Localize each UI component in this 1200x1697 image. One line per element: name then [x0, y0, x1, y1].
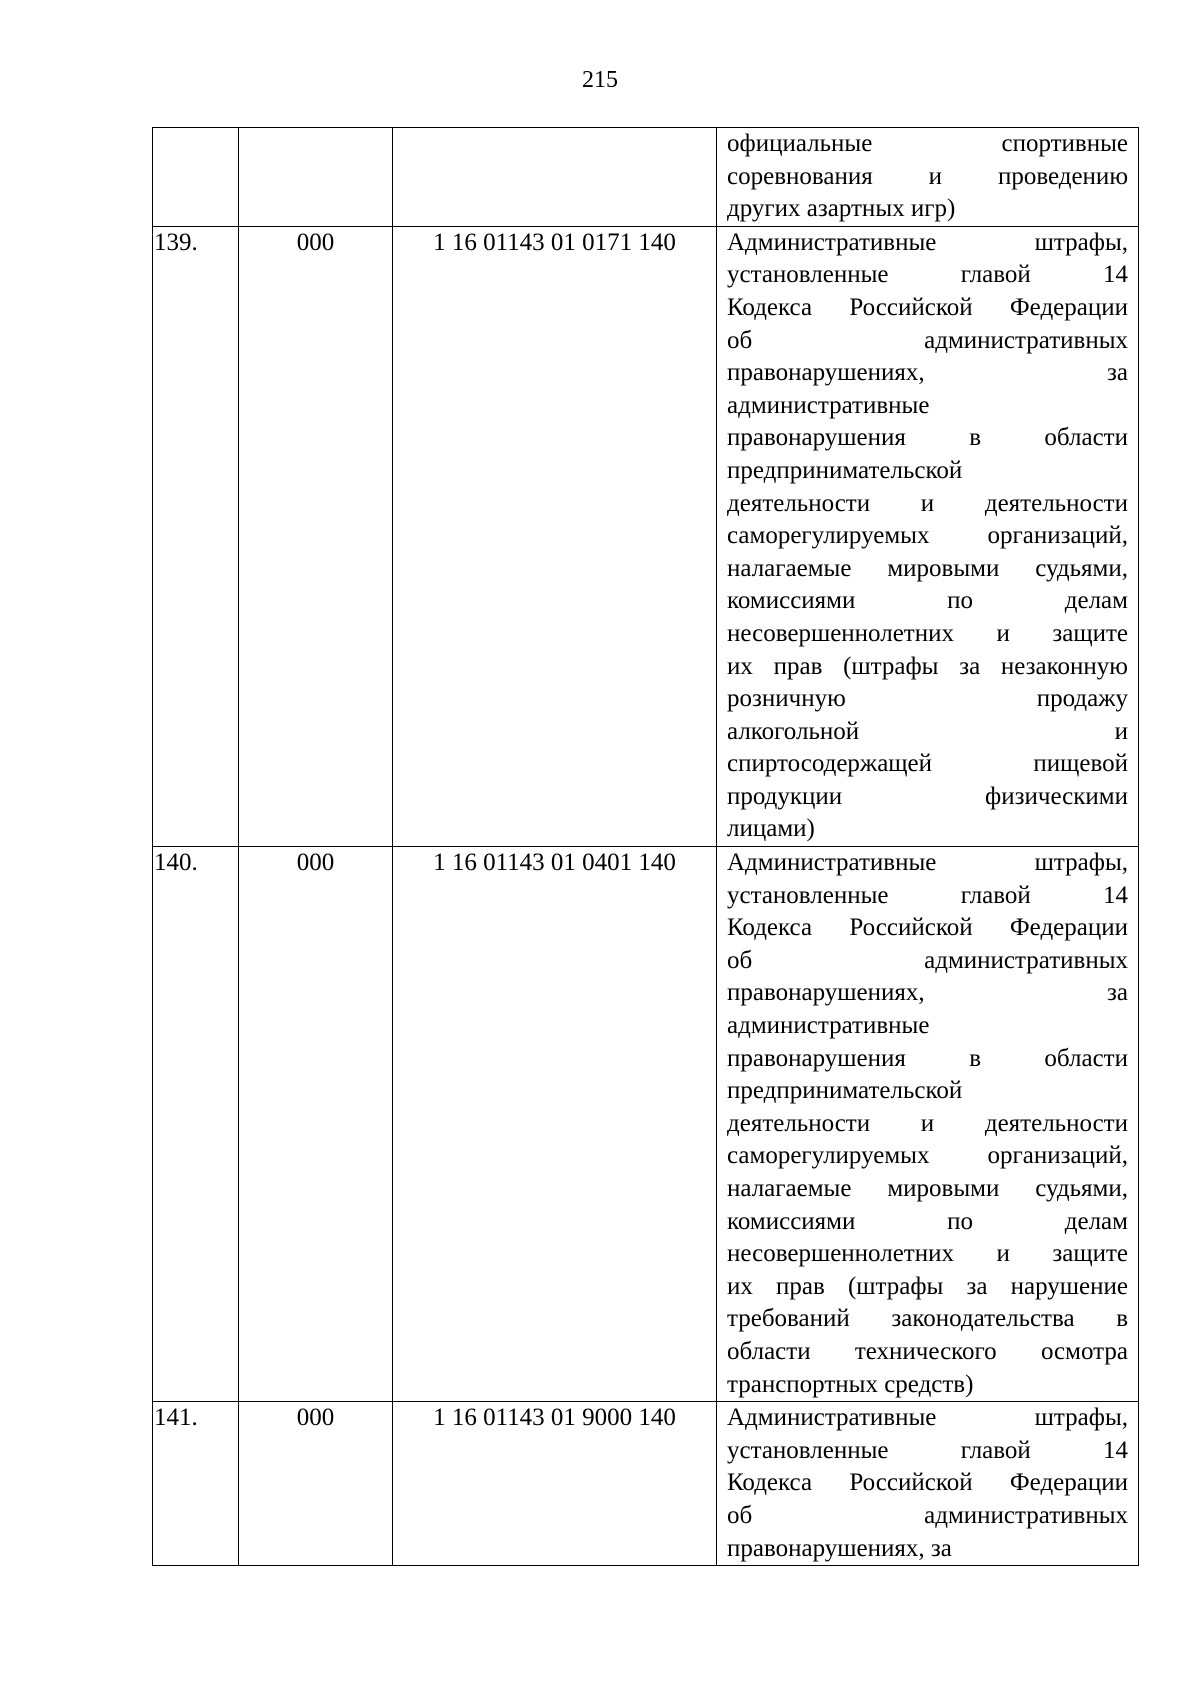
description-word: других азартных игр)	[727, 195, 956, 223]
description-word: продажу	[1036, 685, 1128, 713]
revenue-description-cell	[717, 1402, 1139, 1566]
description-line	[727, 128, 1128, 161]
description-line	[727, 618, 1128, 651]
budget-classification-code-cell	[393, 128, 717, 227]
row-number-cell	[153, 128, 239, 227]
description-line	[727, 1303, 1128, 1336]
row-number-cell: 140.	[153, 847, 239, 1402]
description-word: прав	[776, 1272, 825, 1300]
description-word: Федерации	[1009, 1469, 1128, 1497]
description-line	[727, 1336, 1128, 1369]
description-word: об	[727, 326, 753, 354]
description-word: об	[727, 946, 753, 974]
description-word: защите	[1052, 619, 1128, 647]
description-word: деятельности	[727, 1109, 871, 1137]
description-word: проведению	[997, 162, 1128, 190]
description-word: по	[947, 1207, 974, 1235]
description-word: за	[1107, 979, 1128, 1007]
description-word: административные	[727, 391, 930, 419]
revenue-description-cell	[717, 226, 1139, 846]
description-word: и	[928, 162, 943, 190]
table-row	[153, 128, 1139, 227]
table-row	[153, 847, 1139, 1402]
description-word: области	[727, 1337, 811, 1365]
description-word: их	[727, 652, 753, 680]
budget-code-table	[152, 127, 1139, 1566]
description-word: саморегулируемых	[727, 522, 930, 550]
description-word: и	[920, 489, 935, 517]
table-row	[153, 226, 1139, 846]
description-line	[727, 1043, 1128, 1076]
description-word: в	[969, 1044, 982, 1072]
description-word: за	[966, 1272, 988, 1300]
description-line	[727, 977, 1128, 1010]
budget-classification-code-cell: 1 16 01143 01 9000 140	[393, 1402, 717, 1566]
description-word: спортивные	[1001, 130, 1128, 157]
description-line	[727, 422, 1128, 455]
administrator-code-cell	[239, 128, 393, 227]
description-word: Российской	[849, 1469, 973, 1497]
description-line	[727, 847, 1128, 880]
description-line	[727, 1271, 1128, 1304]
description-line	[727, 813, 1128, 846]
administrator-code-cell: 000	[239, 226, 393, 846]
administrator-code-cell: 000	[239, 847, 393, 1402]
description-word: их	[727, 1272, 753, 1300]
description-line	[727, 1402, 1128, 1435]
description-word: мировыми	[887, 1175, 1000, 1202]
description-word: штрафы,	[1034, 849, 1128, 877]
description-line	[727, 716, 1128, 749]
description-line	[727, 488, 1128, 521]
description-line	[727, 585, 1128, 618]
description-word: административных	[924, 946, 1128, 974]
description-word: лицами)	[727, 815, 815, 843]
description-line	[727, 683, 1128, 716]
description-word: транспортных средств)	[727, 1370, 974, 1398]
description-word: административных	[924, 326, 1128, 354]
description-line	[727, 1467, 1128, 1500]
description-word: розничную	[727, 685, 846, 713]
description-line	[727, 390, 1128, 423]
description-word: главой	[960, 1436, 1031, 1464]
description-word: 14	[1102, 261, 1128, 289]
description-word: штрафы,	[1034, 1404, 1128, 1432]
description-line	[727, 1369, 1128, 1402]
description-line	[727, 520, 1128, 553]
description-line	[727, 227, 1128, 260]
description-word: нарушение	[1010, 1272, 1128, 1300]
description-word: 14	[1102, 881, 1128, 909]
description-word: комиссиями	[727, 587, 856, 615]
description-line	[727, 1533, 1128, 1566]
description-word: Российской	[849, 914, 973, 942]
description-word: правонарушениях,	[727, 979, 925, 1007]
description-line	[727, 1010, 1128, 1043]
description-word: продукции	[727, 782, 843, 810]
description-line	[727, 781, 1128, 814]
description-word: области	[1044, 1044, 1128, 1072]
description-word: Федерации	[1009, 293, 1128, 321]
page-number: 215	[582, 67, 618, 93]
description-word: незаконную	[1000, 652, 1128, 680]
description-line	[727, 1173, 1128, 1206]
description-word: и	[920, 1109, 935, 1137]
description-line	[727, 1435, 1128, 1468]
description-word: за	[959, 652, 981, 680]
description-line	[727, 1238, 1128, 1271]
description-line	[727, 455, 1128, 488]
table-row	[153, 1402, 1139, 1566]
description-word: деятельности	[984, 489, 1128, 517]
description-line	[727, 1108, 1128, 1141]
description-word: об	[727, 1501, 753, 1529]
description-word: осмотра	[1040, 1337, 1128, 1365]
budget-classification-code-cell: 1 16 01143 01 0401 140	[393, 847, 717, 1402]
description-word: требований	[727, 1305, 850, 1333]
description-word: правонарушения	[727, 1044, 906, 1072]
description-line	[727, 325, 1128, 358]
description-word: несовершеннолетних	[727, 1240, 954, 1268]
description-word: деятельности	[984, 1109, 1128, 1137]
description-word: установленные	[727, 881, 889, 909]
description-word: Административные	[727, 228, 937, 256]
description-word: Кодекса	[727, 293, 813, 321]
description-word: правонарушениях,	[727, 1534, 925, 1562]
description-word: штрафы,	[1034, 228, 1128, 256]
description-word: спиртосодержащей	[727, 750, 933, 778]
description-word: физическими	[985, 782, 1128, 810]
description-word: в	[969, 424, 982, 452]
description-word: соревнования	[727, 162, 873, 190]
revenue-description-cell	[717, 128, 1139, 227]
budget-classification-code-cell: 1 16 01143 01 0171 140	[393, 226, 717, 846]
description-word: Российской	[849, 293, 973, 321]
description-line	[727, 1500, 1128, 1533]
description-word: установленные	[727, 1436, 889, 1464]
description-word: по	[947, 587, 974, 615]
description-word: технического	[854, 1337, 997, 1365]
description-word: судьями,	[1035, 554, 1128, 582]
description-word: комиссиями	[727, 1207, 856, 1235]
description-word: административных	[924, 1501, 1128, 1529]
description-word: и	[996, 1240, 1010, 1268]
description-word: прав	[773, 652, 823, 680]
description-word: Административные	[727, 849, 937, 877]
description-word: Кодекса	[727, 914, 813, 942]
description-line	[727, 748, 1128, 781]
description-word: правонарушения	[727, 424, 906, 452]
description-word: официальные	[727, 130, 873, 157]
table-body	[153, 128, 1139, 1566]
description-word: и	[1114, 717, 1128, 745]
revenue-description-cell	[717, 847, 1139, 1402]
row-number-cell: 141.	[153, 1402, 239, 1566]
description-line	[727, 553, 1128, 586]
description-word: Кодекса	[727, 1469, 813, 1497]
description-word: законодательства	[891, 1305, 1075, 1333]
description-line	[727, 1075, 1128, 1108]
description-line	[727, 880, 1128, 913]
description-word: области	[1044, 424, 1128, 452]
description-word: (штрафы	[843, 652, 939, 680]
description-line	[727, 259, 1128, 292]
description-line	[727, 161, 1128, 194]
description-word: и	[996, 619, 1010, 647]
description-word: административные	[727, 1012, 930, 1040]
description-line	[727, 292, 1128, 325]
description-word: алкогольной	[727, 717, 860, 745]
row-number-cell: 139.	[153, 226, 239, 846]
description-line	[727, 1206, 1128, 1239]
description-word: организаций,	[987, 1142, 1128, 1170]
description-word: несовершеннолетних	[727, 619, 954, 647]
description-word: пищевой	[1033, 750, 1128, 778]
description-word: правонарушениях,	[727, 359, 925, 387]
description-word: главой	[960, 881, 1031, 909]
description-word: судьями,	[1035, 1175, 1128, 1202]
description-word: Федерации	[1009, 914, 1128, 942]
description-word: организаций,	[987, 522, 1128, 550]
description-word: защите	[1052, 1240, 1128, 1268]
description-word: саморегулируемых	[727, 1142, 930, 1170]
description-word: делам	[1064, 1207, 1128, 1235]
description-word: установленные	[727, 261, 889, 289]
description-word: Административные	[727, 1404, 937, 1432]
description-line	[727, 651, 1128, 684]
description-word: делам	[1064, 587, 1128, 615]
description-word: предпринимательской	[727, 456, 963, 484]
description-line	[727, 945, 1128, 978]
description-word: за	[930, 1534, 952, 1562]
description-word: в	[1116, 1305, 1128, 1333]
description-word: налагаемые	[727, 1175, 852, 1202]
description-word: предпринимательской	[727, 1077, 963, 1105]
description-line	[727, 193, 1128, 226]
description-word: мировыми	[887, 554, 1000, 582]
description-word: (штрафы	[847, 1272, 944, 1300]
description-word: главой	[960, 261, 1031, 289]
description-line	[727, 1140, 1128, 1173]
description-line	[727, 357, 1128, 390]
description-word: 14	[1102, 1436, 1128, 1464]
description-word: налагаемые	[727, 554, 852, 582]
description-word: за	[1107, 359, 1128, 387]
description-word: деятельности	[727, 489, 871, 517]
administrator-code-cell: 000	[239, 1402, 393, 1566]
description-line	[727, 912, 1128, 945]
